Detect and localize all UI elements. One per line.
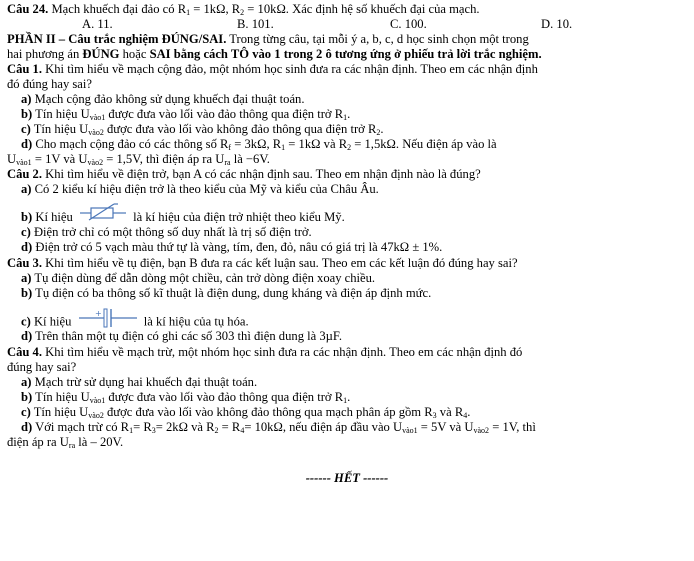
subscript: 1	[281, 143, 286, 152]
subscript: 2	[214, 426, 219, 435]
question-text: Khi tìm hiểu về mạch trừ, một nhóm học sinh đưa ra các nhận định. Theo em các nhận định đó	[42, 345, 523, 359]
statement-text: = R	[133, 420, 152, 434]
subscript: f	[228, 143, 232, 152]
statement-text: và R	[436, 405, 464, 419]
statement-text: Tín hiệu U	[33, 405, 89, 419]
statement-3a	[21, 271, 375, 286]
svg-text:+: +	[94, 309, 102, 318]
statement-text: = 3kΩ, R	[231, 137, 282, 151]
option-b: B. 101.	[237, 17, 274, 31]
statement-text: .	[380, 122, 384, 136]
instruction-text: hoặc	[119, 47, 150, 61]
subscript: vào2	[88, 411, 104, 420]
statement-mark: a)	[21, 375, 32, 389]
question-label: Câu 24.	[7, 2, 49, 16]
statement-text: = 5V và U	[417, 420, 474, 434]
statement-text: điện áp ra U	[7, 435, 69, 449]
statement-mark: a)	[21, 271, 32, 285]
question-label: Câu 3.	[7, 256, 42, 270]
statement-3b	[21, 286, 431, 301]
statement-text: Mạch cộng đảo không sử dụng khuếch đại thuật toán.	[34, 92, 305, 106]
question-1	[7, 62, 538, 77]
subscript: 2	[376, 128, 381, 137]
subscript: 1	[343, 396, 348, 405]
subscript: vào1	[402, 426, 418, 435]
statement-4c	[21, 405, 470, 420]
statement-2d	[21, 240, 442, 255]
statement-text: Cho mạch cộng đảo có các thông số R	[35, 137, 229, 151]
statement-mark: d)	[21, 329, 33, 343]
subscript: vào1	[89, 113, 106, 122]
instruction-bold: SAI bằng cách TÔ vào 1 trong 2 ô tương ứng ở phiếu trả lời trắc nghiệm.	[149, 47, 542, 61]
part-2-instructions	[7, 32, 529, 47]
statement-text: .	[467, 405, 471, 419]
statement-4b	[21, 390, 350, 405]
statement-mark: d)	[21, 240, 33, 254]
statement-mark: b)	[21, 107, 33, 121]
subscript: 1	[343, 113, 348, 122]
question-label: Câu 2.	[7, 167, 42, 181]
statement-1d	[21, 137, 497, 152]
statement-text: = 1,5kΩ. Nếu điện áp vào là	[351, 137, 497, 151]
statement-text: Tụ điện có ba thông số kĩ thuật là điện dung, dung kháng và điện áp định mức.	[35, 286, 432, 300]
statement-3d	[21, 329, 342, 344]
statement-4d-line2	[7, 435, 123, 450]
question-2	[7, 167, 481, 182]
statement-4d	[21, 420, 536, 435]
subscript: ra	[68, 441, 76, 450]
statement-mark: d)	[21, 420, 33, 434]
question-24	[7, 2, 480, 17]
statement-text: = 1kΩ và R	[285, 137, 348, 151]
statement-1c	[21, 122, 384, 137]
subscript: vào1	[16, 158, 32, 167]
statement-text: Có 2 kiểu kí hiệu điện trở là theo kiểu của Mỹ và kiểu của Châu Âu.	[34, 182, 379, 196]
statement-text: được đưa vào lối vào đảo thông qua điện trở R	[105, 390, 344, 404]
subscript: vào2	[88, 128, 104, 137]
question-text: Khi tìm hiểu về mạch cộng đảo, một nhóm học sinh đưa ra các nhận định. Theo em các nhận định	[42, 62, 538, 76]
subscript: 2	[240, 8, 245, 17]
instruction-bold: ĐÚNG	[82, 47, 120, 61]
statement-text: Điện trở có 5 vạch màu thứ tự là vàng, tím, đen, đỏ, nâu có giá trị là 47kΩ ± 1%.	[35, 240, 443, 254]
statement-text: Với mạch trừ có R	[35, 420, 130, 434]
subscript: 2	[347, 143, 352, 152]
statement-4a	[21, 375, 257, 390]
statement-text: = 2kΩ và R	[155, 420, 215, 434]
statement-text: là −6V.	[230, 152, 270, 166]
statement-text: Tín hiệu U	[35, 107, 90, 121]
statement-text: là kí hiệu của điện trở nhiệt theo kiểu Mỹ.	[133, 210, 345, 224]
statement-text: = 1,5V, thì điện áp ra U	[103, 152, 225, 166]
instruction-text: hai phương án	[7, 47, 83, 61]
statement-mark: d)	[21, 137, 33, 151]
question-4-line2: đúng hay sai?	[7, 360, 77, 374]
statement-text: = 1V và U	[31, 152, 88, 166]
statement-mark: b)	[21, 390, 33, 404]
end-marker: ------ HẾT ------	[305, 471, 389, 485]
statement-text: .	[347, 390, 351, 404]
statement-mark: b)	[21, 210, 33, 224]
statement-1b	[21, 107, 350, 122]
statement-text: Tín hiệu U	[35, 390, 90, 404]
statement-mark: b)	[21, 286, 33, 300]
statement-1d-line2	[7, 152, 270, 167]
statement-2c	[21, 225, 312, 240]
statement-text: là kí hiệu của tụ hóa.	[143, 314, 249, 329]
question-text: Khi tìm hiểu về điện trở, bạn A có các nhận định sau. Theo em nhận định nào là đúng?	[42, 167, 481, 181]
subscript: 1	[129, 426, 134, 435]
subscript: vào2	[87, 158, 104, 167]
statement-text: Kí hiệu	[33, 314, 72, 329]
electrolytic-capacitor-icon	[79, 306, 137, 332]
statement-text: Điện trở chỉ có một thông số duy nhất là trị số điện trở.	[33, 225, 312, 239]
question-4	[7, 345, 522, 360]
question-text: = 1kΩ, R	[190, 2, 241, 16]
statement-1a	[21, 92, 305, 107]
statement-text: = 10kΩ, nếu điện áp đầu vào U	[244, 420, 403, 434]
subscript: 4	[463, 411, 468, 420]
subscript: vào1	[89, 396, 106, 405]
statement-mark: c)	[21, 405, 31, 419]
statement-text: Tín hiệu U	[33, 122, 89, 136]
statement-text: Tụ điện dùng để dẫn dòng một chiều, cản trở dòng điện xoay chiều.	[34, 271, 376, 285]
subscript: vào2	[473, 426, 490, 435]
statement-text: được đưa vào lối vào đảo thông qua điện trở R	[105, 107, 344, 121]
statement-text: Trên thân một tụ điện có ghi các số 303 thì điện dung là 3µF.	[35, 329, 343, 343]
statement-text: U	[7, 152, 17, 166]
question-text: = 10kΩ. Xác định hệ số khuếch đại của mạch.	[244, 2, 480, 16]
statement-text: được đưa vào lối vào không đảo thông qua mạch phân áp gồm R	[103, 405, 433, 419]
thermistor-symbol-icon	[80, 202, 126, 226]
subscript: 3	[151, 426, 156, 435]
option-a: A. 11.	[82, 17, 113, 31]
question-text: Mạch khuếch đại đảo có R	[51, 2, 187, 16]
part-heading: PHẦN II – Câu trắc nghiệm ĐÚNG/SAI.	[7, 32, 227, 46]
question-text: Khi tìm hiểu về tụ điện, bạn B đưa ra các kết luận sau. Theo em các kết luận đó đúng hay sai?	[42, 256, 518, 270]
statement-2a	[21, 182, 379, 197]
statement-mark: a)	[21, 92, 32, 106]
subscript: 3	[432, 411, 437, 420]
statement-text: = R	[218, 420, 241, 434]
statement-text: Mạch trừ sử dụng hai khuếch đại thuật toán.	[34, 375, 258, 389]
option-c: C. 100.	[390, 17, 427, 31]
question-label: Câu 1.	[7, 62, 42, 76]
question-1-line2: đó đúng hay sai?	[7, 77, 92, 91]
statement-mark: c)	[21, 314, 31, 329]
statement-text: .	[347, 107, 351, 121]
subscript: 4	[240, 426, 245, 435]
statement-mark: c)	[21, 122, 31, 136]
instruction-text: Trong từng câu, tại mỗi ý a, b, c, d học sinh chọn một trong	[226, 32, 529, 46]
question-label: Câu 4.	[7, 345, 42, 359]
statement-text: được đưa vào lối vào không đảo thông qua điện trở R	[103, 122, 377, 136]
statement-text: Kí hiệu	[35, 210, 73, 224]
statement-mark: c)	[21, 225, 31, 239]
subscript: 1	[186, 8, 191, 17]
statement-mark: a)	[21, 182, 32, 196]
statement-2b	[21, 210, 345, 226]
subscript: ra	[224, 158, 231, 167]
question-3	[7, 256, 518, 271]
statement-text: = 1V, thì	[489, 420, 536, 434]
part-2-instructions-line2	[7, 47, 542, 62]
option-d: D. 10.	[541, 17, 573, 31]
statement-text: là – 20V.	[75, 435, 124, 449]
